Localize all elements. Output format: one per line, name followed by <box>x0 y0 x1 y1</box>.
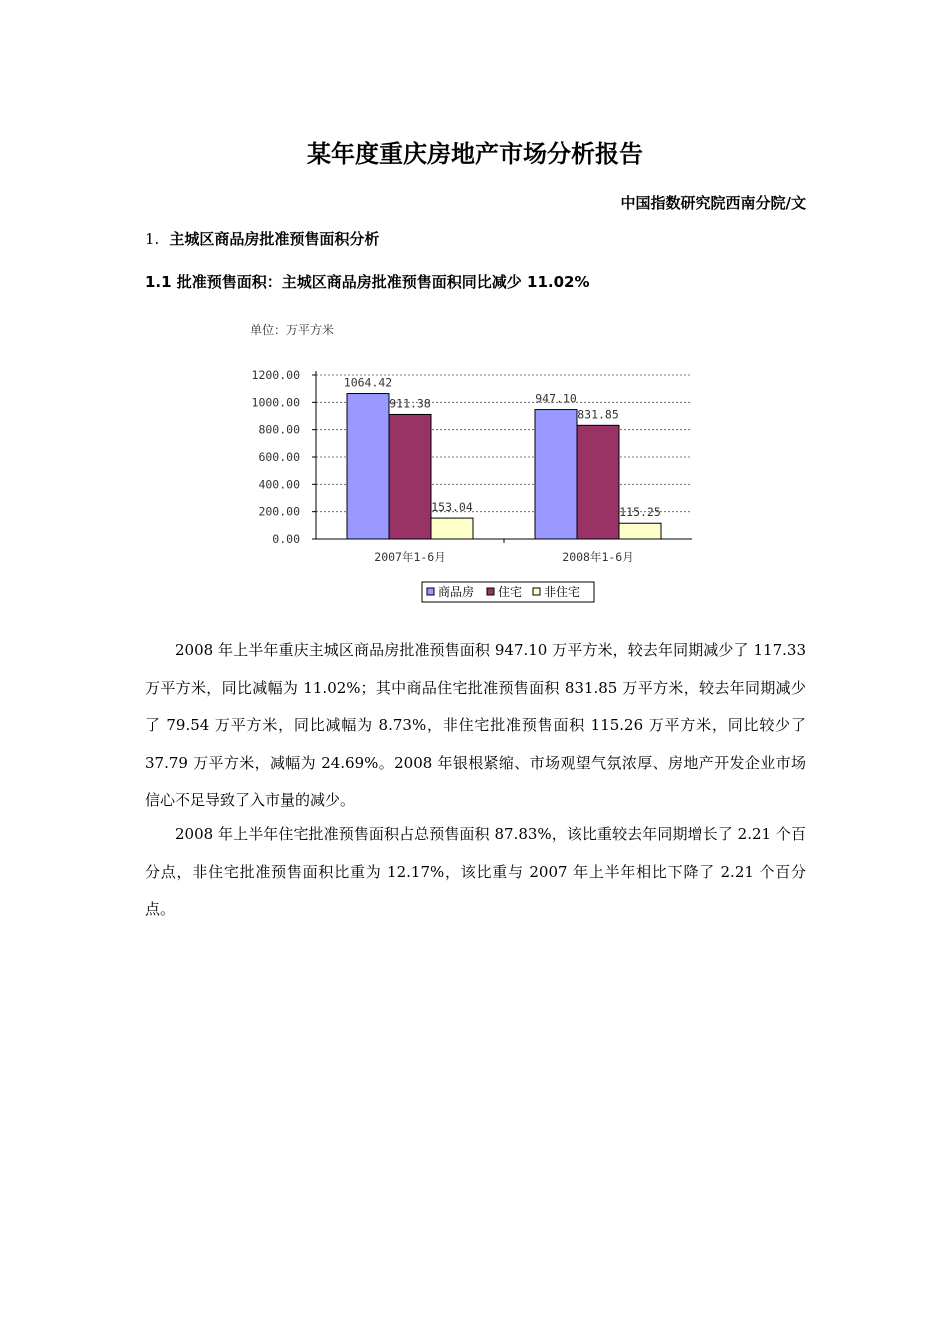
data-label: 831.85 <box>577 407 619 422</box>
y-tick-label: 600.00 <box>258 450 300 464</box>
data-label: 1064.42 <box>343 375 393 390</box>
y-tick-label: 200.00 <box>258 504 300 519</box>
body-paragraph: 2008 年上半年重庆主城区商品房批准预售面积 947.10 万平方米，较去年同期减少了 117.33 万平方米，同比减幅为 11.02%；其中商品住宅批准预售面积 831.85 万平方米，较去年同期减少了 79.54 万平方米，同比减幅为 8.73%，非住宅批准预售面积 115.26 万平方米，同比较少了 37.79 万平方米，减幅为 24.69%。2008 年银根紧缩、市场观望气氛浓厚、房地产开发企业市场信心不足导致了入市量的减少。 <box>145 641 806 809</box>
document-author: 中国指数研究院西南分院/文 <box>620 194 806 212</box>
bar <box>577 425 619 539</box>
y-tick-label: 1200.00 <box>251 368 300 382</box>
bar <box>535 410 577 539</box>
presale-area-bar-chart <box>240 318 710 610</box>
y-tick-label: 0.00 <box>272 532 300 546</box>
x-tick-label: 2008年1-6月 <box>562 550 634 564</box>
y-tick-label: 400.00 <box>258 477 300 492</box>
section-text: 主城区商品房批准预售面积分析 <box>169 230 380 248</box>
bar <box>431 518 473 539</box>
body-paragraph: 2008 年上半年住宅批准预售面积占总预售面积 87.83%，该比重较去年同期增长了 2.21 个百分点，非住宅批准预售面积比重为 12.17%，该比重与 2007 年上半年相比下降了 2.21 个百分点。 <box>145 825 806 918</box>
legend-label: 商品房 <box>438 585 475 599</box>
bar <box>389 414 431 539</box>
chart-unit-label: 单位：万平方米 <box>250 323 335 337</box>
y-tick-label: 1000.00 <box>251 395 300 410</box>
section-heading-1 <box>145 228 379 249</box>
y-tick-label: 800.00 <box>258 422 300 437</box>
legend-label: 非住宅 <box>544 585 581 599</box>
data-label: 115.25 <box>619 505 661 520</box>
bar <box>347 394 389 539</box>
legend-swatch <box>533 588 540 595</box>
document-title: 某年度重庆房地产市场分析报告 <box>307 140 643 168</box>
bar <box>619 523 661 539</box>
section-heading-1-1: 1.1 批准预售面积：主城区商品房批准预售面积同比减少 11.02% <box>145 273 590 291</box>
data-label: 153.04 <box>431 500 473 515</box>
legend-label: 住宅 <box>498 585 523 599</box>
legend-swatch <box>487 588 494 595</box>
section-number: 1. <box>145 230 160 248</box>
data-label: 947.10 <box>535 391 577 406</box>
data-label: 911.38 <box>389 396 431 411</box>
x-tick-label: 2007年1-6月 <box>374 550 446 564</box>
legend-swatch <box>427 588 434 595</box>
